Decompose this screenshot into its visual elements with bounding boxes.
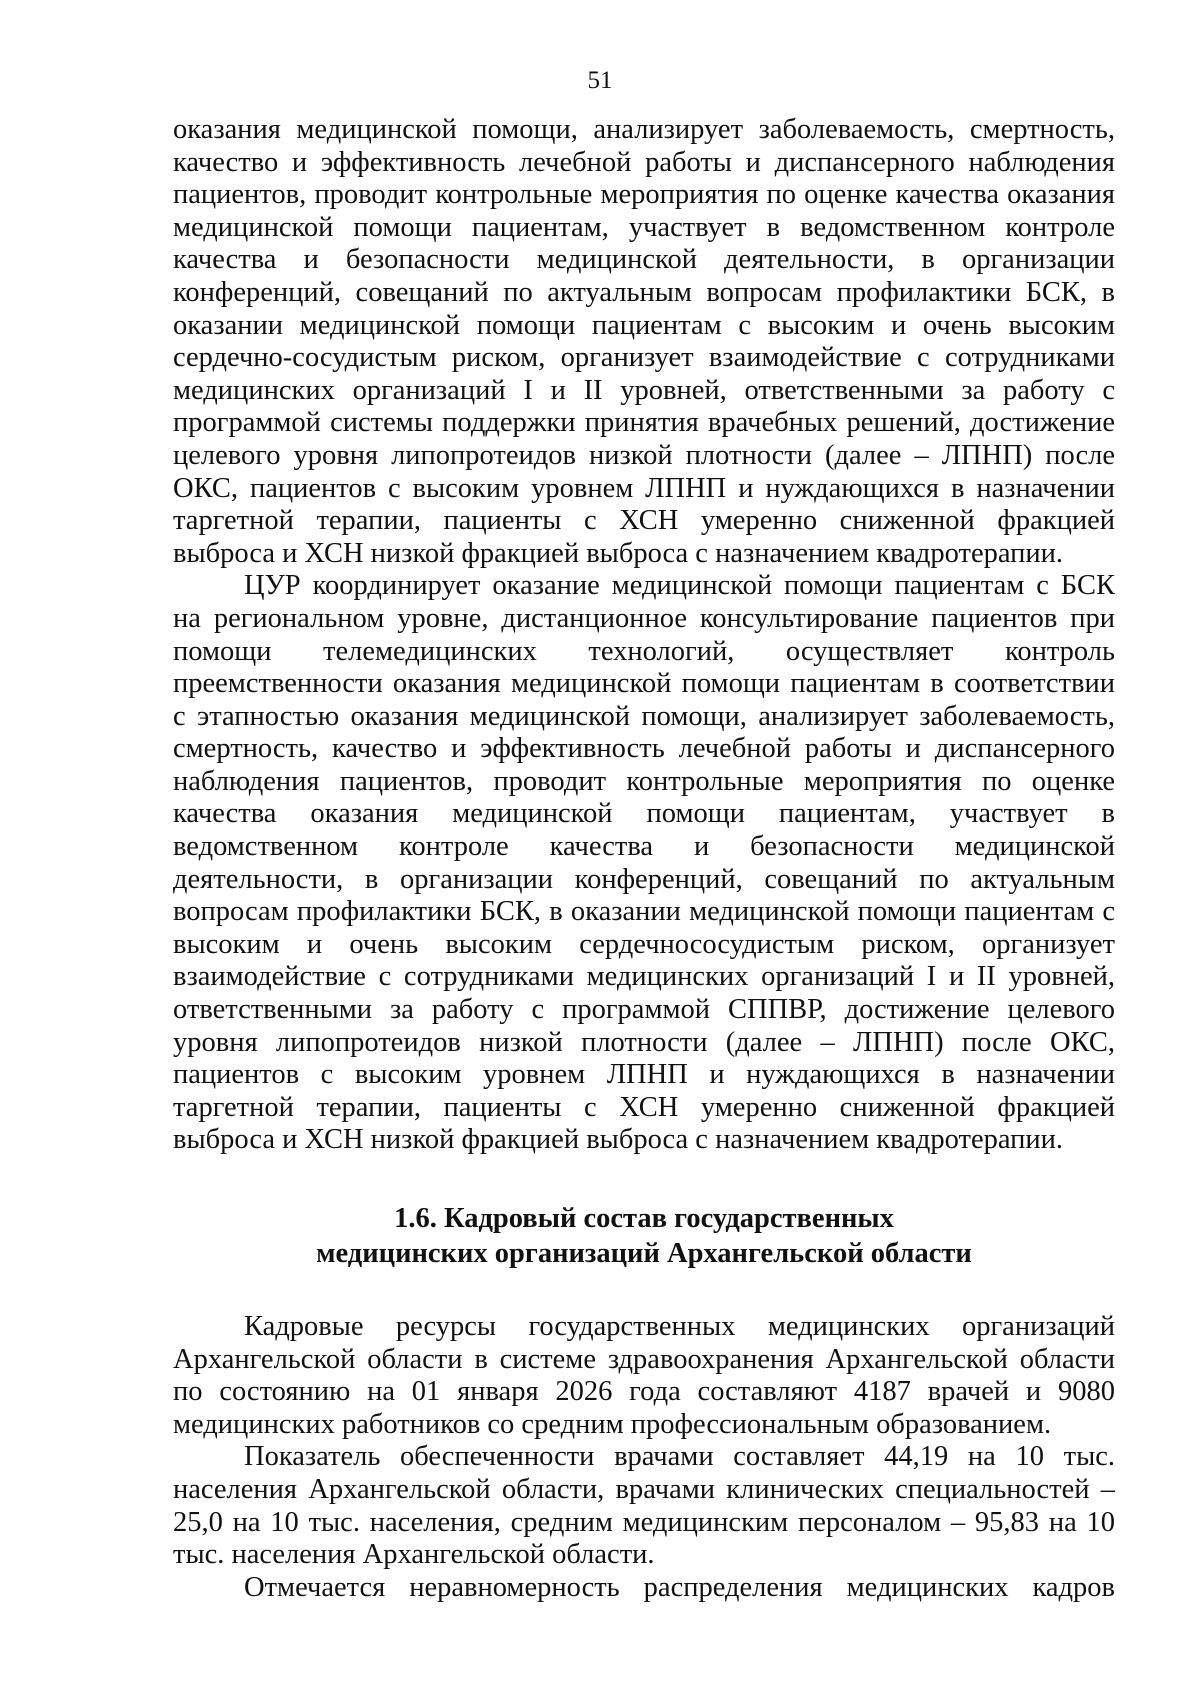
page-number: 51 — [587, 67, 613, 94]
section-heading-line: 1.6. Кадровый состав государственных — [394, 1203, 894, 1234]
page-content — [173, 114, 1115, 1604]
body-paragraph: ЦУР координирует оказание медицинской помощи пациентам с БСК на региональном уровне, дистанционное консультирование пациентов при помощи телемедицинских технологий, осуществляет контроль преемственности оказания медицинской помощи пациентам в соответствии с этапностью оказания медицинской помощи, анализирует заболеваемость, смертность, качество и эффективность лечебной работы и диспансерного наблюдения пациентов, проводит контрольные мероприятия по оценке качества оказания медицинской помощи пациентам, участвует в ведомственном контроле качества и безопасности медицинской деятельности, в организации конференций, совещаний по актуальным вопросам профилактики БСК, в оказании медицинской помощи пациентам с высоким и очень высоким сердечнососудистым риском, организует взаимодействие с сотрудниками медицинских организаций I и II уровней, ответственными за работу с программой СППВР, достижение целевого уровня липопротеидов низкой плотности (далее – ЛПНП) после ОКС, пациентов с высоким уровнем ЛПНП и нуждающихся в назначении таргетной терапии, пациенты с ХСН умеренно сниженной фракцией выброса и ХСН низкой фракцией выброса с назначением квадротерапии. — [173, 570, 1115, 1156]
body-paragraph: оказания медицинской помощи, анализирует заболеваемость, смертность, качество и эффективность лечебной работы и диспансерного наблюдения пациентов, проводит контрольные мероприятия по оценке качества оказания медицинской помощи пациентам, участвует в ведомственном контроле качества и безопасности медицинской деятельности, в организации конференций, совещаний по актуальным вопросам профилактики БСК, в оказании медицинской помощи пациентам с высоким и очень высоким сердечно-сосудистым риском, организует взаимодействие с сотрудниками медицинских организаций I и II уровней, ответственными за работу с программой системы поддержки принятия врачебных решений, достижение целевого уровня липопротеидов низкой плотности (далее – ЛПНП) после ОКС, пациентов с высоким уровнем ЛПНП и нуждающихся в назначении таргетной терапии, пациенты с ХСН умеренно сниженной фракцией выброса и ХСН низкой фракцией выброса с назначением квадротерапии. — [173, 114, 1115, 569]
section-heading — [173, 1201, 1115, 1271]
section-heading-line: медицинских организаций Архангельской области — [316, 1238, 972, 1269]
body-paragraph: Показатель обеспеченности врачами составляет 44,19 на 10 тыс. населения Архангельской области, врачами клинических специальностей – 25,0 на 10 тыс. населения, средним медицинским персоналом – 95,83 на 10 тыс. населения Архангельской области. — [173, 1441, 1115, 1571]
body-paragraph: Кадровые ресурсы государственных медицинских организаций Архангельской области в системе здравоохранения Архангельской области по состоянию на 01 января 2026 года составляют 4187 врачей и 9080 медицинских работников со средним профессиональным образованием. — [173, 1311, 1115, 1440]
body-paragraph: Отмечается неравномерность распределения медицинских кадров — [244, 1571, 1115, 1603]
